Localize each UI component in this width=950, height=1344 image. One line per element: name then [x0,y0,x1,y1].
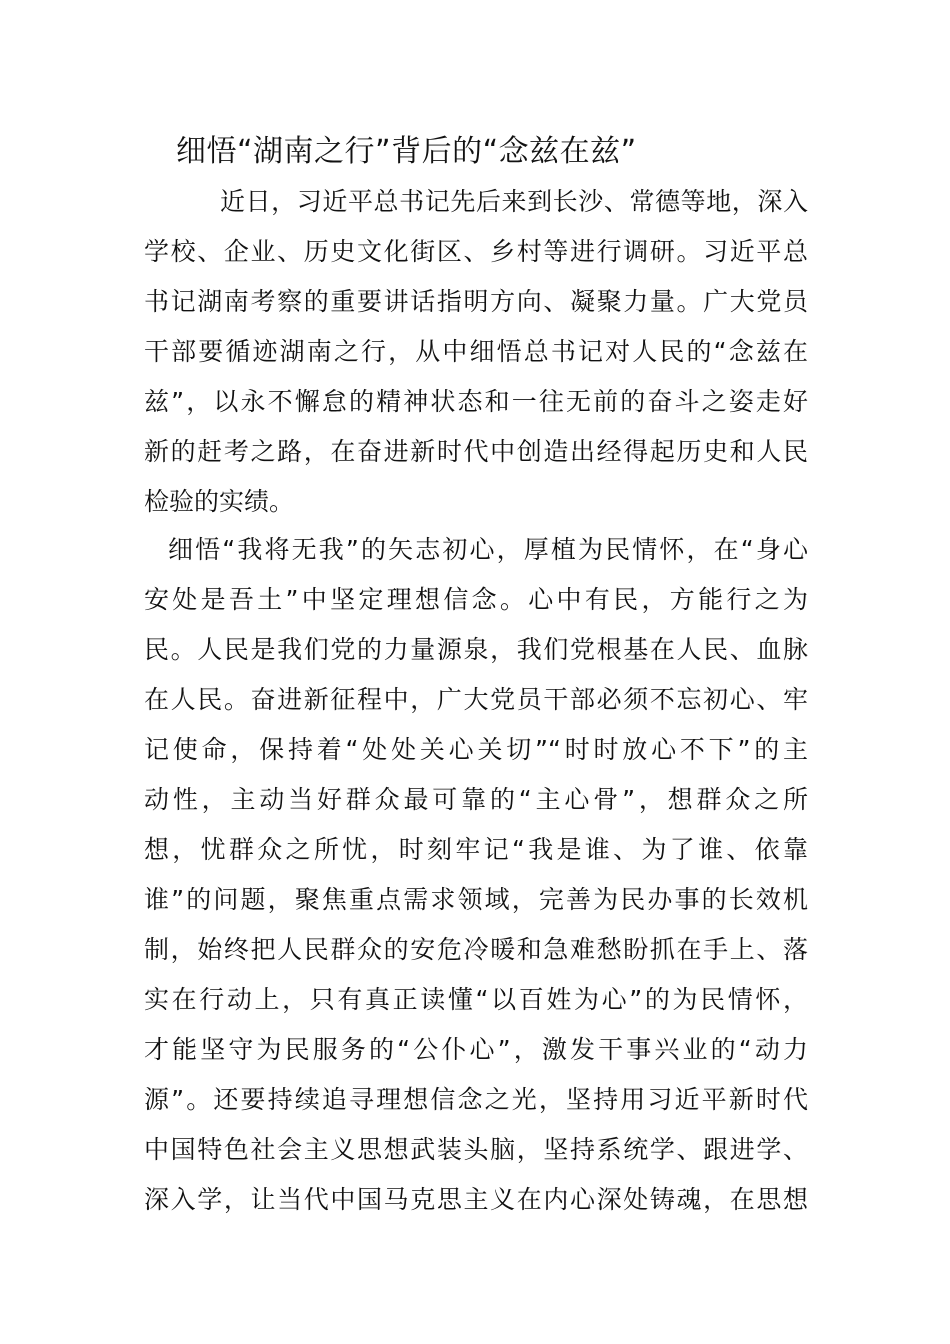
paragraph-2-line-5: 记使命，保持着“处处关心关切”“时时放心不下”的主 [144,735,808,764]
paragraph-2-line-10: 实在行动上，只有真正读懂“以百姓为心”的为民情怀， [144,985,808,1014]
paragraph-1-line-6: 新的赶考之路，在奋进新时代中创造出经得起历史和人民 [144,437,808,466]
paragraph-1-line-1: 近日，习近平总书记先后来到长沙、常德等地，深入 [220,187,808,216]
paragraph-2-line-8: 谁”的问题，聚焦重点需求领域，完善为民办事的长效机 [144,885,808,914]
paragraph-1-line-4: 干部要循迹湖南之行，从中细悟总书记对人民的“念兹在 [144,337,808,366]
paragraph-1-line-7: 检验的实绩。 [144,487,295,516]
paragraph-2-line-9: 制，始终把人民群众的安危冷暖和急难愁盼抓在手上、落 [144,935,808,964]
paragraph-1-line-2: 学校、企业、历史文化街区、乡村等进行调研。习近平总 [144,237,808,266]
paragraph-2-line-11: 才能坚守为民服务的“公仆心”，激发干事兴业的“动力 [144,1035,808,1064]
paragraph-2-line-1: 细悟“我将无我”的矢志初心，厚植为民情怀，在“身心 [168,535,808,564]
paragraph-2-line-6: 动性，主动当好群众最可靠的“主心骨”，想群众之所 [144,785,808,814]
paragraph-2-line-4: 在人民。奋进新征程中，广大党员干部必须不忘初心、牢 [144,685,808,714]
paragraph-2-line-13: 中国特色社会主义思想武装头脑，坚持系统学、跟进学、 [144,1135,808,1164]
paragraph-2-line-7: 想，忧群众之所忧，时刻牢记“我是谁、为了谁、依靠 [144,835,808,864]
paragraph-1-line-5: 兹”，以永不懈怠的精神状态和一往无前的奋斗之姿走好 [144,387,808,416]
paragraph-1-line-3: 书记湖南考察的重要讲话指明方向、凝聚力量。广大党员 [144,287,808,316]
paragraph-2-line-2: 安处是吾土”中坚定理想信念。心中有民，方能行之为 [144,585,808,614]
paragraph-2-line-3: 民。人民是我们党的力量源泉，我们党根基在人民、血脉 [144,635,808,664]
paragraph-2-line-14: 深入学，让当代中国马克思主义在内心深处铸魂，在思想 [144,1185,808,1214]
document-title: 细悟“湖南之行”背后的“念兹在兹” [176,134,637,169]
paragraph-2-line-12: 源”。还要持续追寻理想信念之光，坚持用习近平新时代 [144,1085,808,1114]
